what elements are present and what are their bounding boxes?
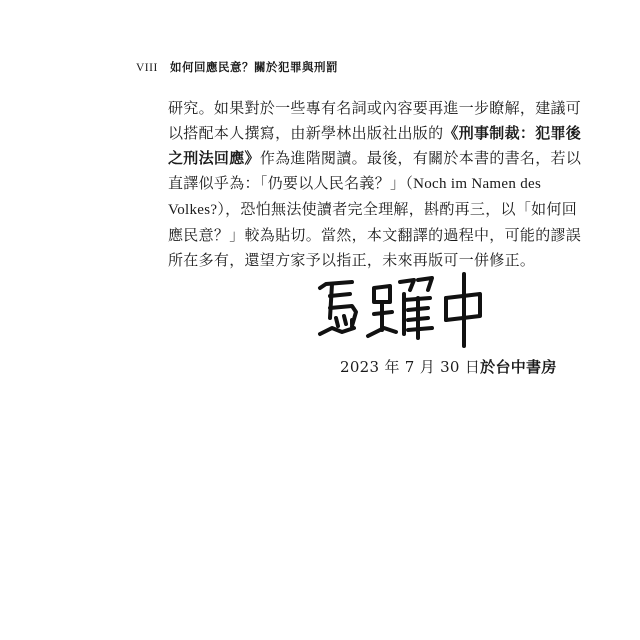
paragraph-line	[168, 197, 578, 223]
date-text: 2023 年 7 月 30 日	[340, 358, 481, 376]
paragraph-line	[168, 96, 582, 121]
text-segment: 應民意？」較為貼切。當然，本文翻譯的過程中，可能的謬誤	[168, 226, 582, 244]
text-segment: 作為進階閱讀。最後，有關於本書的書名，若以	[259, 149, 582, 167]
paragraph-line	[168, 146, 582, 171]
paragraph-line	[168, 223, 582, 248]
text-segment: 直譯似乎為：「仍要以人民名義？」	[168, 174, 406, 192]
book-title-segment: 《刑事制裁：犯罪後	[443, 124, 582, 142]
chapter-title: 如何回應民意？關於犯罪與刑罰	[169, 60, 338, 74]
running-head	[136, 59, 338, 75]
handwritten-signature	[312, 268, 502, 350]
place-text: 於台中書房	[480, 358, 557, 376]
paragraph-line	[168, 171, 542, 197]
book-title-segment: 之刑法回應》	[168, 149, 260, 167]
paragraph-line	[168, 121, 582, 146]
german-title-segment: （Noch im Namen des	[405, 176, 542, 192]
german-title-segment: Volkes?）	[168, 202, 226, 218]
dateline	[340, 356, 557, 377]
text-segment: 研究。如果對於一些專有名詞或內容要再進一步瞭解，建議可	[168, 99, 582, 117]
body-paragraph	[168, 96, 582, 273]
text-segment: 所在多有，還望方家予以指正，未來再版可一併修正。	[168, 251, 536, 269]
text-segment: 以搭配本人撰寫，由新學林出版社出版的	[168, 124, 444, 142]
text-segment: ，恐怕無法使讀者完全理解，斟酌再三，以「如何回	[225, 200, 578, 218]
page-folio: VIII	[136, 62, 158, 74]
